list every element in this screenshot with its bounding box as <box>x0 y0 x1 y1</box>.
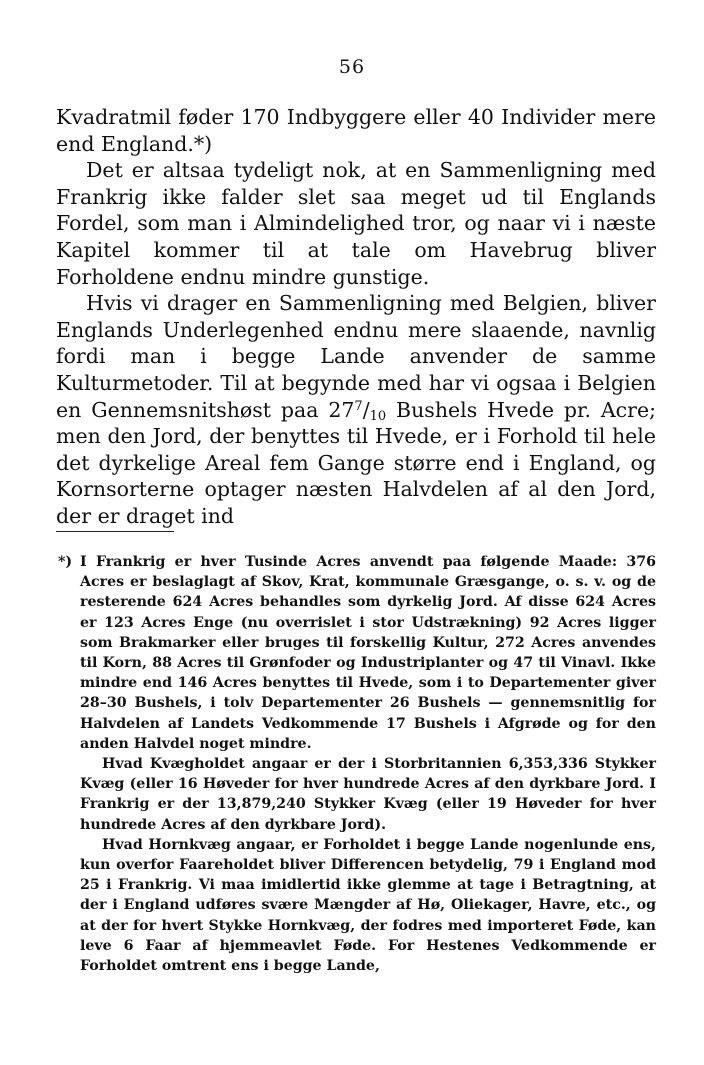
paragraph-3-text-a: Hvis vi drager en Sammenligning med Belgien, bliver Englands Underlegenhed endnu mere slaaende, navnlig fordi man i begge Lande anvender de samme Kulturmetoder. Til at begynde med har vi ogsaa i Belgien en Gennemsnitshøst paa 27 <box>56 291 656 422</box>
footnote-paragraph-1 <box>58 552 656 754</box>
footnote-paragraph-1-text: I Frankrig er hver Tusinde Acres anvendt paa følgende Maade: 376 Acres er beslaglagt af Skov, Krat, kommunale Græsgange, o. s. v. og de resterende 624 Acres behandles som dyrkelig Jord. Af disse 624 Acres er 123 Acres Enge (nu overrislet i stor Udstrækning) 92 Acres ligger som Brakmarker eller bruges til forskellig Kultur, 272 Acres anvendes til Korn, 88 Acres til Grønfoder og Industriplanter og 47 til Vinavl. Ikke mindre end 146 Acres benyttes til Hvede, som i to Departementer giver 28–30 Bushels, i tolv Departementer 26 Bushels — gennemsnitlig for Halvdelen af Landets Vedkommende 17 Bushels i Afgrøde og for den anden Halvdel noget mindre. <box>80 554 656 752</box>
fraction-numerator: 7 <box>354 398 363 414</box>
paragraph-2: Det er altsaa tydeligt nok, at en Sammenligning med Frankrig ikke falder slet saa meget ud til Englands Fordel, som man i Almindelighed tror, og naar vi i næste Kapitel kommer til at tale om Havebrug bliver Forholdene endnu mindre gunstige. <box>56 158 656 289</box>
footnote-paragraph-2: Hvad Kvægholdet angaar er der i Storbritannien 6,353,336 Stykker Kvæg (eller 16 Høveder for hver hundrede Acres af den dyrkbare Jord. I Frankrig er der 13,879,240 Stykker Kvæg (eller 19 Høveder for hver hundrede Acres af den dyrkbare Jord). <box>80 756 656 833</box>
page-number: 56 <box>338 56 366 78</box>
footnote-marker: *) <box>58 554 73 570</box>
footnote-paragraph-3: Hvad Hornkvæg angaar, er Forholdet i begge Lande nogenlunde ens, kun overfor Faareholdet bliver Differencen betydelig, 79 i England mod 25 i Frankrig. Vi maa imidlertid ikke glemme at tage i Betragtning, at der i England udføres svære Mængder af Hø, Oliekager, Havre, etc., og at der for hvert Stykke Hornkvæg, der fodres med importeret Føde, kan leve 6 Faar af hjemmeavlet Føde. For Hestenes Vedkommende er Forholdet omtrent ens i begge Lande, <box>80 836 656 975</box>
paragraph-1: Kvadratmil føder 170 Indbyggere eller 40 Individer mere end England.*) <box>56 105 656 156</box>
paragraph-3: Hvis vi drager en Sammenligning med Belgien, bliver Englands Underlegenhed endnu mere slaaende, navnlig fordi man i begge Lande anvender de samme Kulturmetoder. Til at begynde med har vi ogsaa i Belgien en Gennemsnitshøst paa $27^7/_{10}$ Bushels Hvede pr. Acre; men den Jord, der benyttes til Hvede, er i Forhold til hele det dyrkelige Areal fem Gange større end i England, og Kornsorterne optager næsten Halvdelen af al den Jord, der er draget ind <box>56 291 656 528</box>
fraction-denominator: 10 <box>369 408 387 424</box>
footnote <box>58 552 656 976</box>
footnote-separator <box>56 531 174 532</box>
main-text <box>56 104 656 530</box>
paragraph-3-text-b: Bushels Hvede pr. Acre; men den Jord, der benyttes til Hvede, er i Forhold til hele det dyrkelige Areal fem Gange større end i England, og Kornsorterne optager næsten Halvdelen af al den Jord, der er draget ind <box>56 397 656 528</box>
